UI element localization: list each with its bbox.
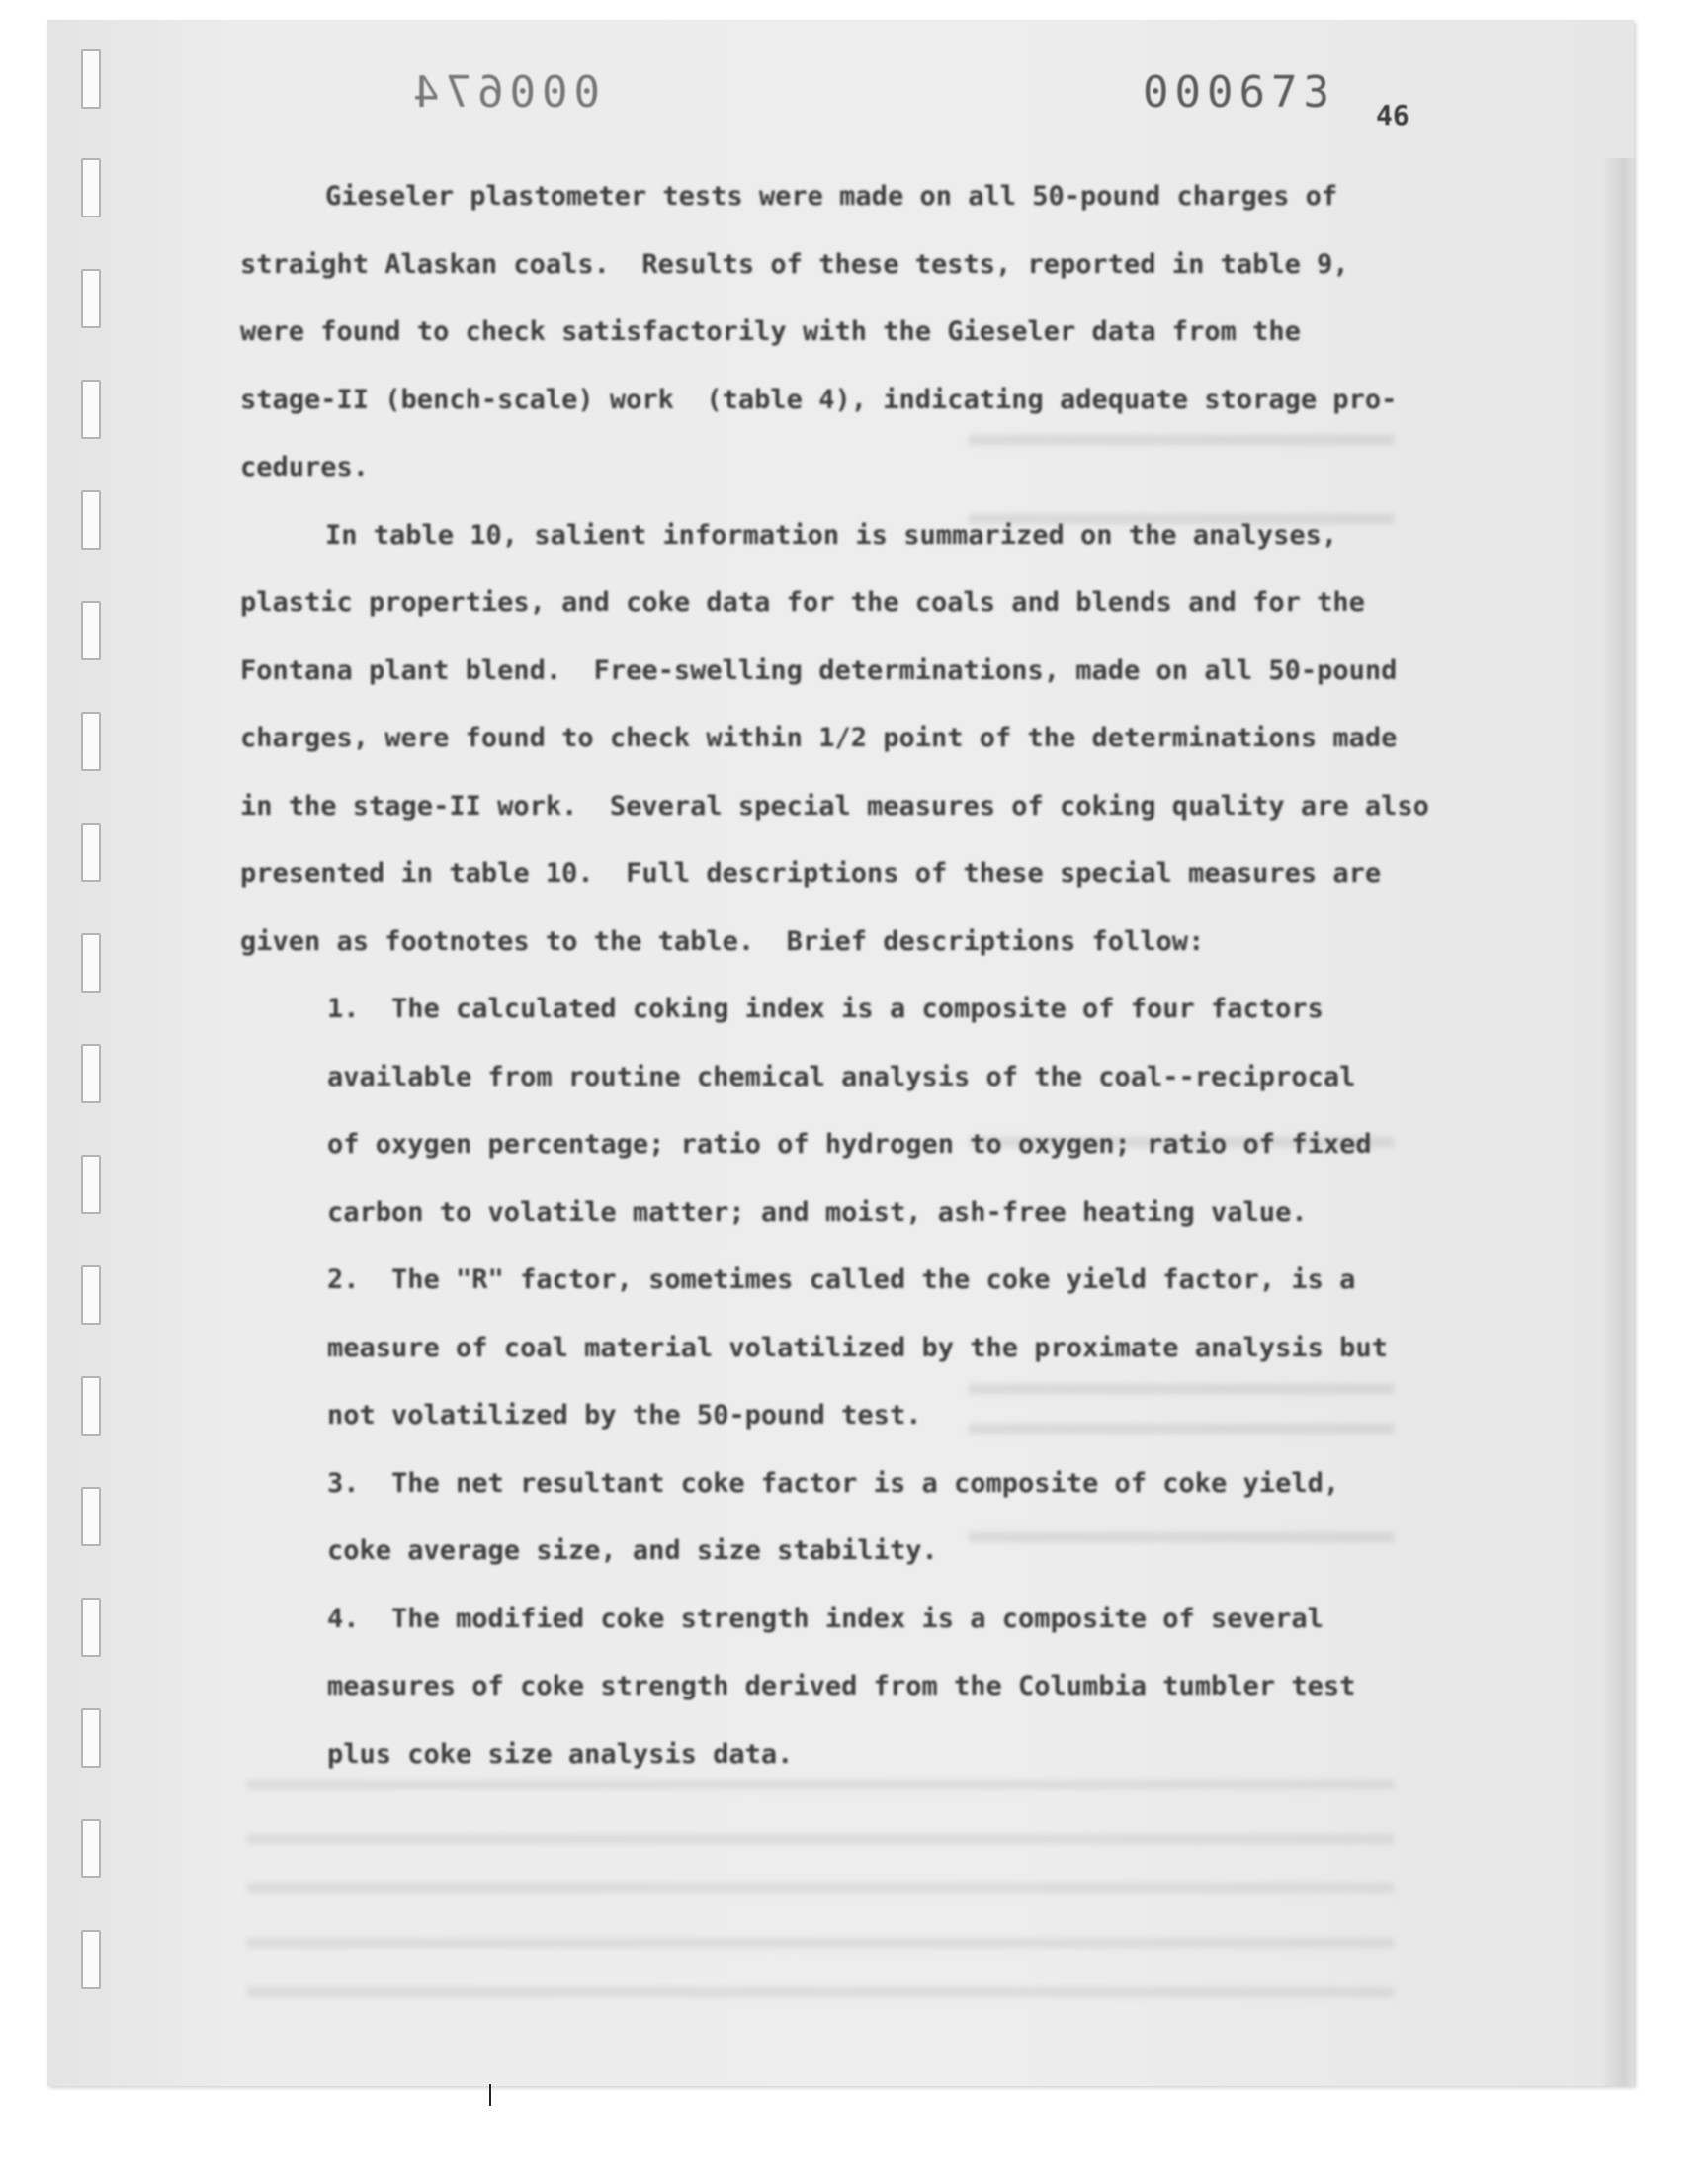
sprocket-hole	[81, 933, 101, 993]
text-line: straight Alaskan coals. Results of these tests, reported in table 9,	[240, 248, 1349, 280]
text-line: plastic properties, and coke data for the coals and blends and for the	[240, 587, 1365, 618]
text-line: In table 10, salient information is summarized on the analyses,	[325, 519, 1338, 551]
sprocket-hole	[81, 601, 101, 660]
sprocket-hole	[81, 158, 101, 218]
text-line: plus coke size analysis data.	[327, 1738, 794, 1770]
sprocket-hole	[81, 823, 101, 882]
text-line: available from routine chemical analysis of the coal--reciprocal	[327, 1061, 1356, 1092]
sprocket-hole	[81, 1376, 101, 1436]
bleed-through-text	[247, 1938, 1394, 1948]
sprocket-hole	[81, 1487, 101, 1546]
text-line: 2. The "R" factor, sometimes called the coke yield factor, is a	[327, 1264, 1356, 1295]
bleed-through-text	[247, 1987, 1394, 1997]
sprocket-hole	[81, 49, 101, 109]
text-line: 1. The calculated coking index is a composite of four factors	[327, 994, 1324, 1024]
text-line: presented in table 10. Full descriptions of these special measures are	[240, 858, 1382, 889]
sprocket-hole	[81, 1819, 101, 1878]
text-line: coke average size, and size stability.	[327, 1535, 938, 1566]
sprocket-hole	[81, 1598, 101, 1657]
text-line: Gieseler plastometer tests were made on all 50-pound charges of	[325, 181, 1338, 212]
page-edge-shadow	[1601, 158, 1639, 2086]
bleed-through-text	[247, 1834, 1394, 1844]
page-number: 46	[1376, 99, 1409, 131]
body-text	[240, 163, 1486, 1788]
text-line: charges, were found to check within 1/2 point of the determinations made	[240, 723, 1398, 753]
sprocket-hole	[81, 380, 101, 439]
sprocket-hole	[81, 1930, 101, 1989]
sprocket-hole	[81, 712, 101, 771]
text-line: measure of coal material volatilized by the proximate analysis but	[327, 1332, 1388, 1363]
scan-edge-mark	[489, 2084, 491, 2106]
sprocket-hole	[81, 1265, 101, 1325]
sprocket-hole	[81, 1708, 101, 1768]
document-stamp-mirrored: 000674	[407, 67, 600, 118]
text-line: given as footnotes to the table. Brief descriptions follow:	[240, 925, 1205, 957]
text-line: not volatilized by the 50-pound test.	[327, 1400, 922, 1431]
text-line: stage-II (bench-scale) work (table 4), indicating adequate storage pro-	[240, 384, 1398, 415]
sprocket-hole	[81, 490, 101, 550]
text-line: 4. The modified coke strength index is a composite of several	[327, 1603, 1324, 1634]
bleed-through-text	[247, 1883, 1394, 1893]
text-line: carbon to volatile matter; and moist, ash-free heating value.	[327, 1196, 1308, 1228]
text-line: were found to check satisfactorily with the Gieseler data from the	[240, 316, 1301, 347]
text-line: measures of coke strength derived from the Columbia tumbler test	[327, 1671, 1356, 1701]
document-stamp: 000673	[1143, 67, 1335, 118]
sprocket-hole	[81, 269, 101, 328]
sprocket-hole	[81, 1044, 101, 1103]
text-line: of oxygen percentage; ratio of hydrogen to oxygen; ratio of fixed	[327, 1129, 1372, 1160]
text-line: Fontana plant blend. Free-swelling determinations, made on all 50-pound	[240, 654, 1398, 686]
sprocket-hole	[81, 1155, 101, 1214]
text-line: 3. The net resultant coke factor is a composite of coke yield,	[327, 1467, 1340, 1499]
text-line: in the stage-II work. Several special measures of coking quality are also	[240, 790, 1429, 822]
text-line: cedures.	[240, 452, 370, 482]
